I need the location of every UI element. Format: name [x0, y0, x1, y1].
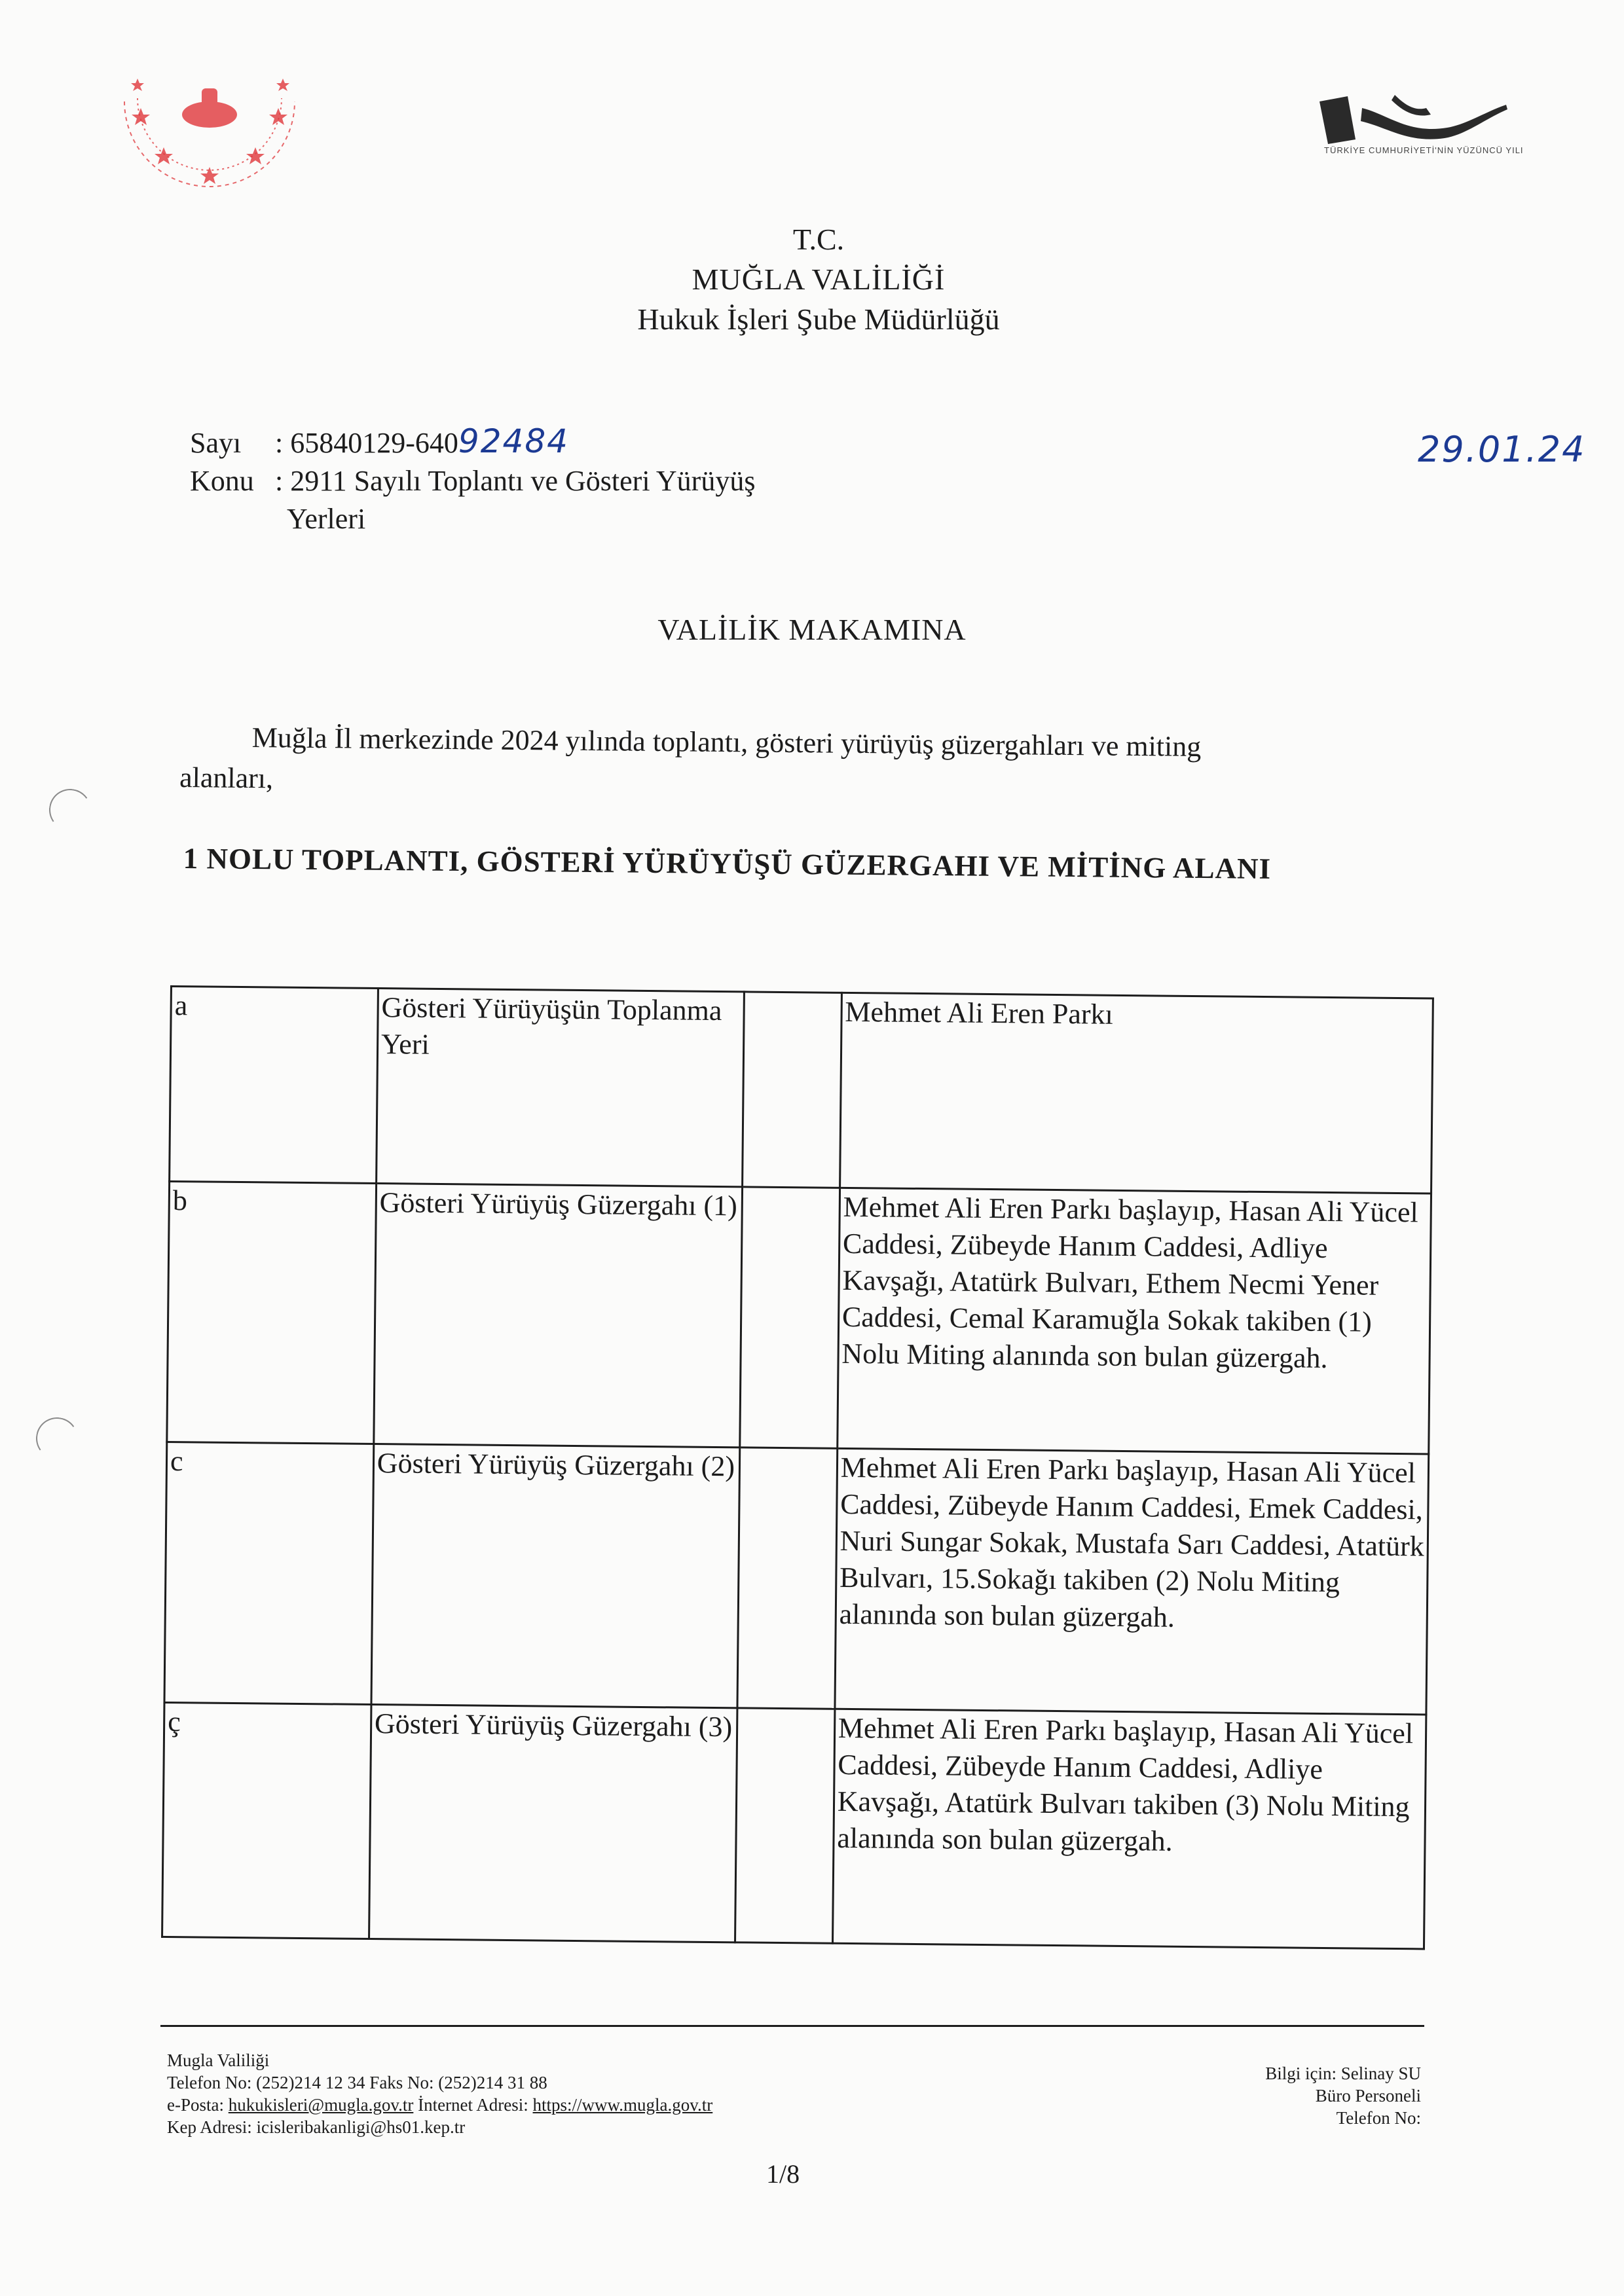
reference-block: [190, 422, 755, 538]
page-number: 1/8: [766, 2159, 800, 2189]
footer-email-link[interactable]: hukukisleri@mugla.gov.tr: [228, 2095, 414, 2115]
footer-divider: [160, 2025, 1424, 2027]
reference-number-handwritten: 92484: [458, 422, 569, 460]
official-seal-icon: [111, 62, 308, 190]
footer-phone: Telefon No: (252)214 12 34 Faks No: (252)214 31 88: [167, 2073, 547, 2092]
row-label: Gösteri Yürüyüşün Toplanma Yeri: [376, 989, 744, 1187]
footer-kep: Kep Adresi: icisleribakanligi@hs01.kep.tr: [167, 2117, 466, 2137]
row-key: ç: [162, 1702, 371, 1939]
row-label: Gösteri Yürüyüş Güzergahı (1): [374, 1184, 743, 1448]
row-empty-cell: [735, 1708, 835, 1943]
footer-internet-label: İnternet Adresi:: [413, 2095, 533, 2115]
row-value: Mehmet Ali Eren Parkı başlayıp, Hasan Ali Yücel Caddesi, Zübeyde Hanım Caddesi, Adliye Kavşağı, Atatürk Bulvarı, Ethem Necmi Yener Caddesi, Cemal Karamuğla Sokak takiben (1) Nolu Miting alanında son bulan güzergah.: [838, 1188, 1431, 1454]
table-row: [164, 1442, 1429, 1714]
row-label: Gösteri Yürüyüş Güzergahı (2): [371, 1444, 740, 1708]
footer-email-label: e-Posta:: [167, 2095, 229, 2115]
table-row: [167, 1182, 1431, 1454]
body-line-1: Muğla İl merkezinde 2024 yılında toplantı, gösteri yürüyüş güzergahları ve miting: [251, 721, 1202, 763]
reference-subject-value: : 2911 Sayılı Toplantı ve Gösteri Yürüyüş: [275, 465, 756, 497]
footer-internet-link[interactable]: https://www.mugla.gov.tr: [532, 2095, 713, 2115]
footer-info-line-3: Telefon No:: [1336, 2108, 1421, 2128]
addressee: [0, 612, 1624, 647]
reference-number-label: Sayı: [190, 427, 242, 459]
row-key: b: [167, 1182, 377, 1444]
footer-contact: [167, 2049, 712, 2138]
footer-email-row: [167, 2094, 712, 2116]
row-empty-cell: [743, 992, 841, 1188]
row-key: c: [164, 1442, 374, 1704]
route-table: [161, 985, 1434, 1950]
body-paragraph: [179, 717, 1365, 809]
row-value: Mehmet Ali Eren Parkı başlayıp, Hasan Ali Yücel Caddesi, Zübeyde Hanım Caddesi, Emek Caddesi, Nuri Sungar Sokak, Mustafa Sarı Caddesi, Atatürk Bulvarı, 15.Sokağı takiben (2) Nolu Miting alanında son bulan güzergah.: [835, 1448, 1429, 1715]
row-value: Mehmet Ali Eren Parkı başlayıp, Hasan Ali Yücel Caddesi, Zübeyde Hanım Caddesi, Adliye Kavşağı, Atatürk Bulvarı takiben (3) Nolu Miting alanında son bulan güzergah.: [832, 1709, 1426, 1949]
document-header: [0, 219, 1624, 339]
table-row: [162, 1702, 1426, 1948]
body-line-2: alanları,: [179, 761, 274, 795]
reference-subject-row: [190, 462, 755, 500]
handwritten-date: 29.01.24: [1418, 429, 1586, 470]
reference-subject-value-cont: Yerleri: [287, 503, 366, 535]
table-row: [170, 987, 1433, 1194]
logo-caption: TÜRKİYE CUMHURİYETİ'NİN YÜZÜNCÜ YILI: [1324, 145, 1524, 155]
row-label: Gösteri Yürüyüş Güzergahı (3): [369, 1704, 737, 1942]
section-title: 1 NOLU TOPLANTI, GÖSTERİ YÜRÜYÜŞÜ GÜZERGAHI VE MİTİNG ALANI: [183, 842, 1272, 885]
row-empty-cell: [740, 1187, 840, 1448]
footer-info: [1113, 2062, 1421, 2129]
footer-info-line-1: Bilgi için: Selinay SU: [1265, 2064, 1421, 2083]
footer-info-line-2: Büro Personeli: [1315, 2086, 1421, 2105]
row-key: a: [170, 987, 378, 1184]
punch-hole-icon: [46, 786, 94, 834]
reference-number-value: : 65840129-640: [275, 427, 458, 459]
reference-number-row: [190, 422, 755, 462]
header-line-tc: T.C.: [792, 223, 845, 256]
reference-subject-label: Konu: [190, 465, 254, 497]
row-empty-cell: [737, 1448, 837, 1709]
footer-org: Mugla Valiliği: [167, 2050, 270, 2070]
addressee-text: VALİLİK MAKAMINA: [657, 613, 967, 646]
punch-hole-icon: [33, 1414, 81, 1463]
header-line-department: Hukuk İşleri Şube Müdürlüğü: [637, 302, 1000, 336]
row-value: Mehmet Ali Eren Parkı: [840, 993, 1433, 1194]
header-line-governorship: MUĞLA VALİLİĞİ: [692, 263, 946, 296]
